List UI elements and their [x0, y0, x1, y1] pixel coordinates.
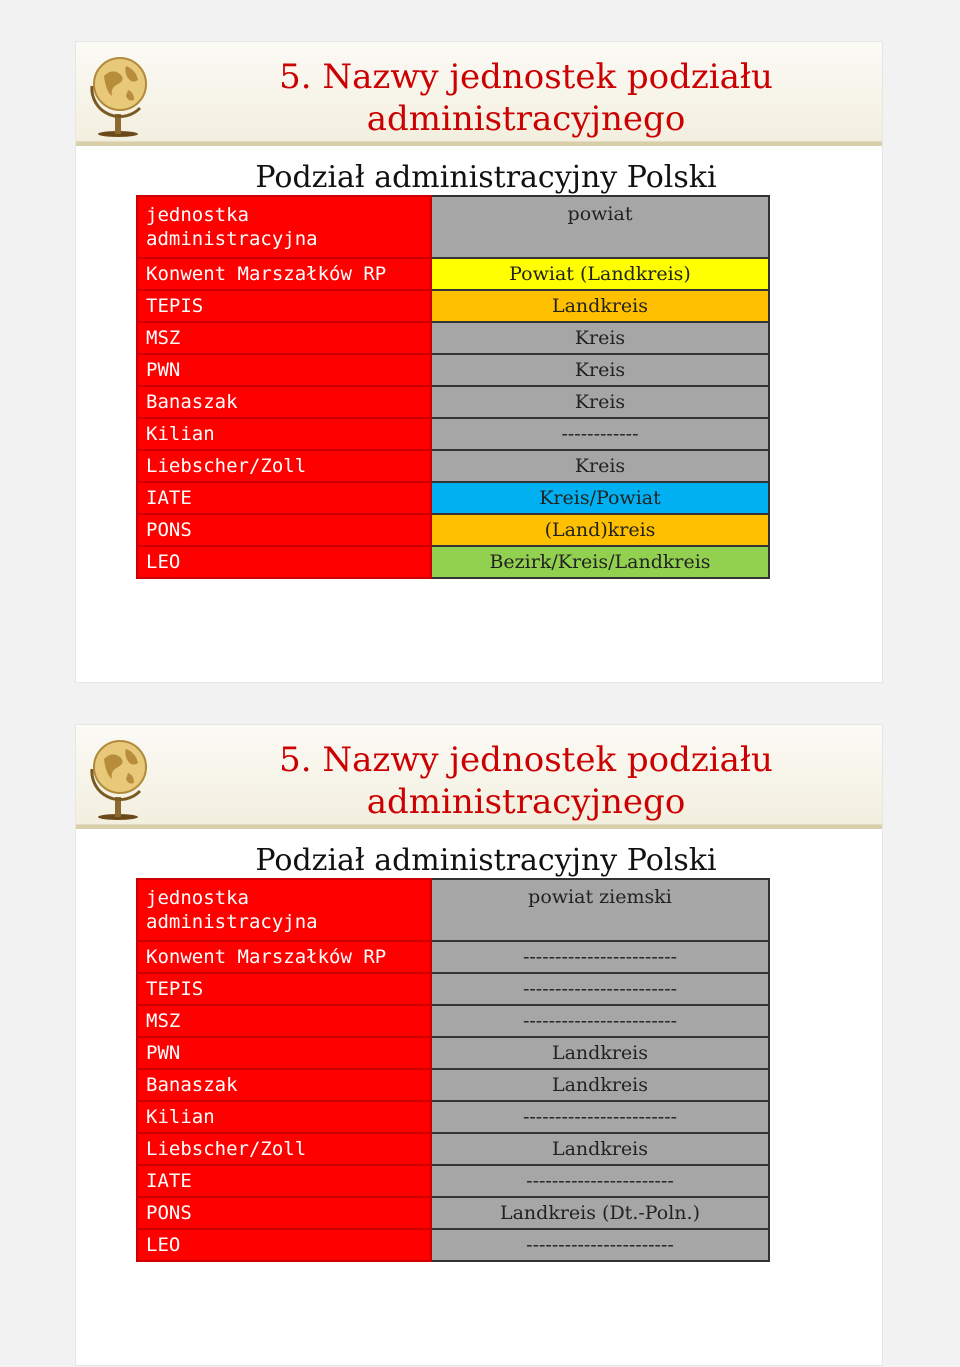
term-value: ------------------------: [431, 941, 769, 973]
table-row: [137, 386, 769, 418]
source-name: PONS: [137, 514, 431, 546]
source-name: Kilian: [137, 1101, 431, 1133]
source-name: PWN: [137, 354, 431, 386]
source-name: IATE: [137, 1165, 431, 1197]
table-row: [137, 1197, 769, 1229]
source-name: LEO: [137, 1229, 431, 1261]
term-value: Kreis: [431, 354, 769, 386]
column-header-value: powiat ziemski: [431, 879, 769, 941]
source-name: PWN: [137, 1037, 431, 1069]
globe-icon: [82, 731, 154, 821]
term-value: ------------------------: [431, 1101, 769, 1133]
slide-title: [176, 56, 876, 140]
source-name: TEPIS: [137, 973, 431, 1005]
table-row: [137, 514, 769, 546]
term-value: -----------------------: [431, 1165, 769, 1197]
title-line-2: administracyjnego: [366, 782, 686, 822]
term-value: Landkreis: [431, 1069, 769, 1101]
translation-table: [136, 878, 770, 1262]
term-value: Kreis: [431, 322, 769, 354]
term-value: Landkreis (Dt.-Poln.): [431, 1197, 769, 1229]
table-row: [137, 973, 769, 1005]
source-name: Liebscher/Zoll: [137, 450, 431, 482]
table-row: [137, 1037, 769, 1069]
table-row: [137, 290, 769, 322]
source-name: LEO: [137, 546, 431, 578]
slide-2: [76, 725, 882, 1365]
table-header-row: [137, 879, 769, 941]
table-row: [137, 1101, 769, 1133]
table-row: [137, 1069, 769, 1101]
column-header-value: powiat: [431, 196, 769, 258]
term-value: ------------: [431, 418, 769, 450]
term-value: Landkreis: [431, 1133, 769, 1165]
title-line-1: 5. Nazwy jednostek podziału: [279, 57, 773, 97]
term-value: Kreis: [431, 450, 769, 482]
table-row: [137, 941, 769, 973]
globe-icon: [82, 48, 154, 138]
table-row: [137, 546, 769, 578]
table-row: [137, 1165, 769, 1197]
title-line-2: administracyjnego: [366, 99, 686, 139]
table-row: [137, 1133, 769, 1165]
source-name: Banaszak: [137, 386, 431, 418]
table-caption: Podział administracyjny Polski: [255, 160, 717, 195]
source-name: MSZ: [137, 1005, 431, 1037]
header-divider: [76, 825, 882, 829]
column-header-label: jednostka administracyjna: [137, 879, 431, 941]
title-line-1: 5. Nazwy jednostek podziału: [279, 740, 773, 780]
term-value: Landkreis: [431, 290, 769, 322]
table-row: [137, 1229, 769, 1261]
term-value: Kreis: [431, 386, 769, 418]
source-name: Liebscher/Zoll: [137, 1133, 431, 1165]
translation-table: [136, 195, 770, 579]
slide-title: [176, 739, 876, 823]
term-value: -----------------------: [431, 1229, 769, 1261]
source-name: MSZ: [137, 322, 431, 354]
table-header-row: [137, 196, 769, 258]
table-row: [137, 482, 769, 514]
source-name: PONS: [137, 1197, 431, 1229]
term-value: (Land)kreis: [431, 514, 769, 546]
source-name: Kilian: [137, 418, 431, 450]
term-value: Landkreis: [431, 1037, 769, 1069]
table-row: [137, 258, 769, 290]
source-name: IATE: [137, 482, 431, 514]
table-row: [137, 418, 769, 450]
source-name: TEPIS: [137, 290, 431, 322]
table-caption: Podział administracyjny Polski: [255, 843, 717, 878]
source-name: Konwent Marszałków RP: [137, 941, 431, 973]
slide-1: [76, 42, 882, 682]
source-name: Konwent Marszałków RP: [137, 258, 431, 290]
column-header-label: jednostka administracyjna: [137, 196, 431, 258]
term-value: ------------------------: [431, 973, 769, 1005]
source-name: Banaszak: [137, 1069, 431, 1101]
table-row: [137, 354, 769, 386]
term-value: Powiat (Landkreis): [431, 258, 769, 290]
table-row: [137, 322, 769, 354]
table-row: [137, 1005, 769, 1037]
term-value: Bezirk/Kreis/Landkreis: [431, 546, 769, 578]
term-value: ------------------------: [431, 1005, 769, 1037]
table-row: [137, 450, 769, 482]
header-divider: [76, 142, 882, 146]
term-value: Kreis/Powiat: [431, 482, 769, 514]
